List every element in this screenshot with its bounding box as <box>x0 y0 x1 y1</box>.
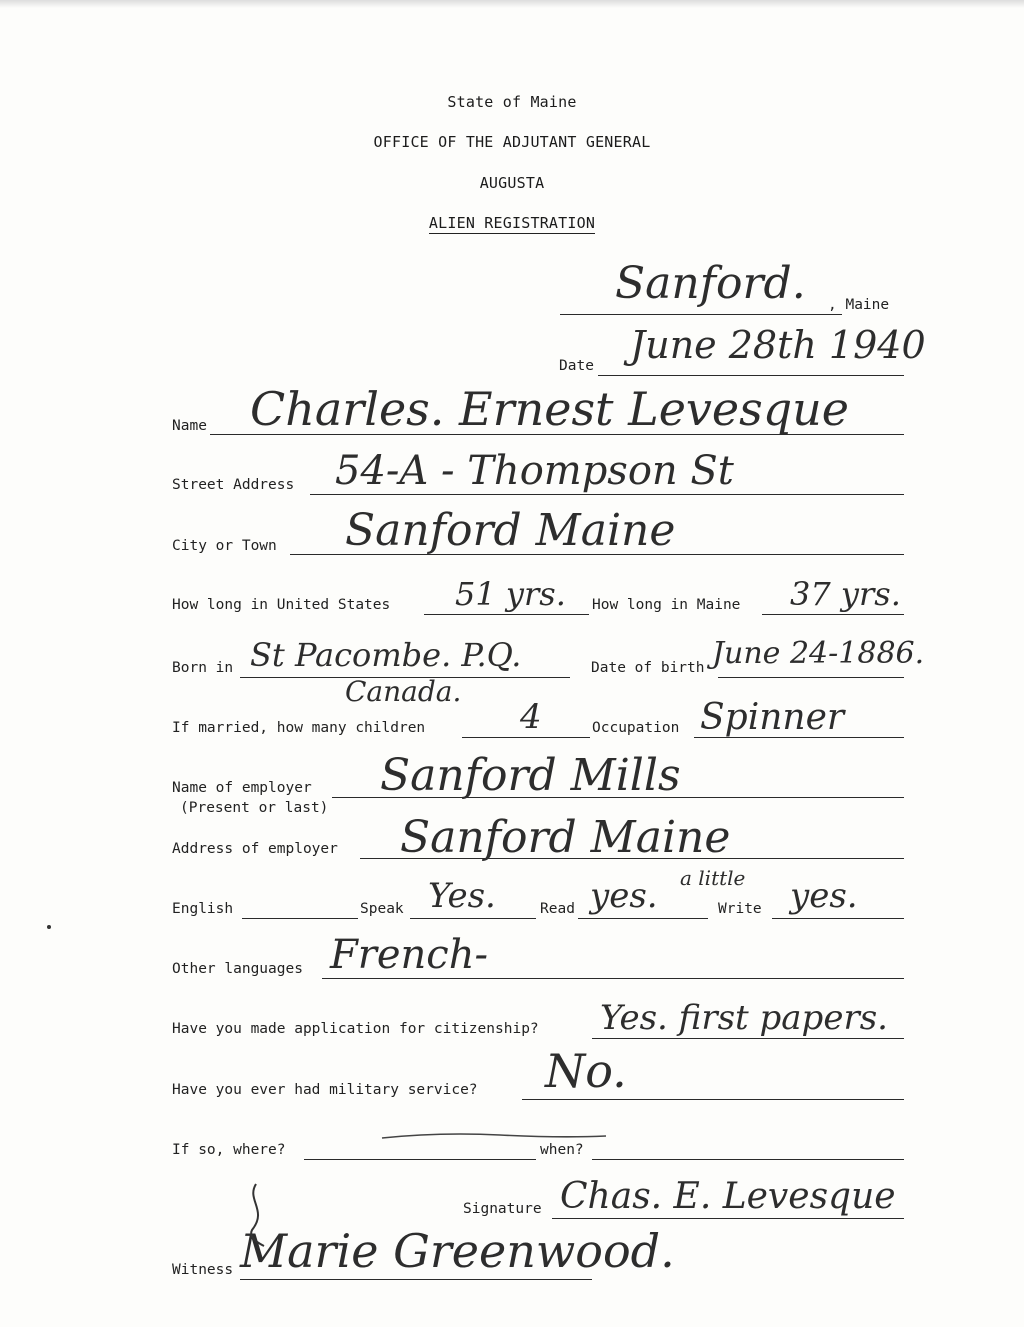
city-entry: Sanford Maine <box>345 505 676 556</box>
witness-entry: Marie Greenwood. <box>240 1224 675 1278</box>
english-label: English <box>172 901 234 917</box>
employer-address-entry: Sanford Maine <box>400 812 731 863</box>
where-label: If so, where? <box>172 1142 286 1158</box>
citizenship-label: Have you made application for citizenship? <box>172 1021 539 1037</box>
citizenship-line <box>592 1038 904 1039</box>
state-heading: State of Maine <box>447 93 577 111</box>
write-label: Write <box>718 901 762 917</box>
maine-label: , Maine <box>828 297 890 313</box>
children-entry: 4 <box>520 697 542 737</box>
city-heading: AUGUSTA <box>479 174 545 192</box>
date-of-birth-entry: June 24-1886. <box>712 636 925 671</box>
born-in-label: Born in <box>172 660 234 676</box>
city-label: City or Town <box>172 538 277 554</box>
born-in-country-entry: Canada. <box>345 675 462 708</box>
english-line <box>242 918 358 919</box>
how-long-us-line <box>424 614 589 615</box>
employer-name-entry: Sanford Mills <box>380 750 681 801</box>
how-long-us-entry: 51 yrs. <box>455 575 566 613</box>
employer-name-label: Name of employer <box>172 780 312 796</box>
where-line <box>304 1159 536 1160</box>
occupation-entry: Spinner <box>700 697 845 738</box>
date-of-birth-label: Date of birth <box>591 660 705 676</box>
occupation-label: Occupation <box>592 720 680 736</box>
town-entry: Sanford. <box>615 258 806 309</box>
speak-entry: Yes. <box>428 876 496 916</box>
how-long-us-label: How long in United States <box>172 597 391 613</box>
date-entry: June 28th 1940 <box>630 323 926 367</box>
street-entry: 54-A - Thompson St <box>335 448 734 494</box>
read-note-entry: a little <box>680 866 746 890</box>
read-label: Read <box>540 901 575 917</box>
dash-mark <box>380 1128 610 1144</box>
military-entry: No. <box>545 1044 627 1098</box>
street-label: Street Address <box>172 477 295 493</box>
speak-label: Speak <box>360 901 404 917</box>
office-heading: OFFICE OF THE ADJUTANT GENERAL <box>373 133 651 151</box>
street-line <box>310 494 904 495</box>
other-languages-label: Other languages <box>172 961 303 977</box>
town-line <box>560 314 842 315</box>
write-line <box>772 918 904 919</box>
write-entry: yes. <box>790 876 858 916</box>
other-languages-line <box>322 978 904 979</box>
signature-label: Signature <box>463 1201 542 1217</box>
when-line <box>592 1159 904 1160</box>
speak-line <box>410 918 536 919</box>
when-label: when? <box>540 1142 584 1158</box>
witness-label: Witness <box>172 1262 234 1278</box>
how-long-maine-entry: 37 yrs. <box>790 575 901 613</box>
how-long-maine-label: How long in Maine <box>592 597 741 613</box>
signature-line <box>552 1218 904 1219</box>
read-line <box>578 918 708 919</box>
other-languages-entry: French- <box>330 932 488 978</box>
military-label: Have you ever had military service? <box>172 1082 478 1098</box>
form-title <box>0 214 1024 232</box>
name-entry: Charles. Ernest Levesque <box>250 382 850 436</box>
date-of-birth-line <box>718 677 904 678</box>
children-label: If married, how many children <box>172 720 426 736</box>
citizenship-entry: Yes. first papers. <box>600 998 888 1038</box>
date-label: Date <box>559 358 594 374</box>
born-in-entry: St Pacombe. P.Q. <box>250 636 522 674</box>
children-line <box>462 737 590 738</box>
signature-entry: Chas. E. Levesque <box>560 1176 896 1217</box>
how-long-maine-line <box>762 614 904 615</box>
witness-line <box>240 1279 592 1280</box>
employer-note-label: (Present or last) <box>180 800 329 816</box>
scan-speck <box>47 925 51 929</box>
date-line <box>598 375 904 376</box>
scan-edge <box>0 0 1024 8</box>
witness-flourish <box>238 1180 278 1250</box>
employer-address-label: Address of employer <box>172 841 338 857</box>
form-title-text: ALIEN REGISTRATION <box>428 214 596 232</box>
read-entry: yes. <box>590 876 658 916</box>
name-label: Name <box>172 418 207 434</box>
military-line <box>522 1099 904 1100</box>
